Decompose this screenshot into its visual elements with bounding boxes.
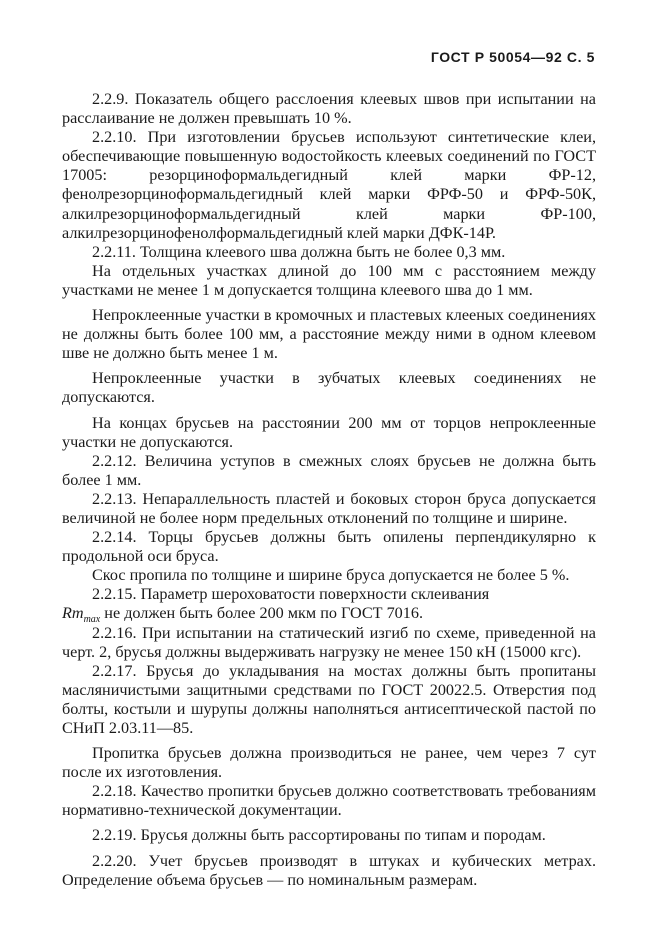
paragraph-2-2-9: 2.2.9. Показатель общего расслоения клеевых швов при испытании на расслаивание не должен превышать 10 %. [62, 90, 596, 128]
paragraph-unglued-ends: На концах брусьев на расстоянии 200 мм от торцов непроклеенные участки не допускаются. [62, 413, 596, 451]
paragraph-2-2-16: 2.2.16. При испытании на статический изгиб по схеме, приведенной на черт. 2, брусья должны выдерживать нагрузку не менее 150 кН (15000 кгс). [62, 623, 596, 661]
paragraph-cut-skew: Скос пропила по толщине и ширине бруса допускается не более 5 %. [92, 566, 570, 585]
paragraph-2-2-20: 2.2.20. Учет брусьев производят в штуках и кубических метрах. Определение объема брусьев — по номинальным размерам. [62, 851, 596, 889]
body-text [62, 90, 596, 890]
roughness-symbol: $Rm_{max}$ [62, 604, 101, 626]
paragraph-2-2-11: 2.2.11. Толщина клеевого шва должна быть не более 0,3 мм. [92, 242, 506, 261]
paragraph-seam-short-sections: На отдельных участках длиной до 100 мм с расстоянием между участками не менее 1 м допускается толщина клеевого шва до 1 мм. [62, 261, 596, 299]
roughness-text-2: не должен быть более 200 мкм по ГОСТ 7016. [104, 604, 424, 623]
paragraph-unglued-edge: Непроклеенные участки в кромочных и пластевых клееных соединениях не должны быть более 100 мм, а расстояние между ними в одном клеевом шве не должно быть менее 1 м. [62, 306, 596, 363]
paragraph-2-2-12: 2.2.12. Величина уступов в смежных слоях брусьев не должна быть более 1 мм. [62, 451, 596, 489]
paragraph-2-2-13: 2.2.13. Непараллельность пластей и боковых сторон бруса допускается величиной не более норм предельных отклонений по толщине и ширине. [62, 489, 596, 527]
paragraph-2-2-14: 2.2.14. Торцы брусьев должны быть опилены перпендикулярно к продольной оси бруса. [62, 528, 596, 566]
paragraph-impregnation-time: Пропитка брусьев должна производиться не ранее, чем через 7 сут после их изготовления. [62, 744, 596, 782]
paragraph-2-2-19: 2.2.19. Брусья должны быть рассортированы по типам и породам. [92, 826, 546, 845]
roughness-text-1: 2.2.15. Параметр шероховатости поверхности склеивания [92, 585, 490, 604]
page-number: С. 5 [566, 49, 595, 65]
standard-number: ГОСТ Р 50054—92 [430, 49, 563, 65]
paragraph-2-2-18: 2.2.18. Качество пропитки брусьев должно соответствовать требованиям нормативно-технической документации. [62, 782, 596, 820]
paragraph-2-2-10: 2.2.10. При изготовлении брусьев используют синтетические клеи, обеспечивающие повышенную водостойкость клеевых соединений по ГОСТ 17005: резорциноформальдегидный клей марки ФР-12, фенолрезорциноформальдегидный клей марки ФРФ-50 и ФРФ-50К, алкилрезорциноформальдегидный клей марки ФР-100, алкилрезорцинофенолформальдегидный клей марки ДФК-14Р. [62, 128, 596, 242]
paragraph-2-2-17: 2.2.17. Брусья до укладывания на мостах должны быть пропитаны масляничистыми защитными средствами по ГОСТ 20022.5. Отверстия под болты, костыли и шурупы должны наполняться антисептической пастой по СНиП 2.03.11—85. [62, 661, 596, 737]
paragraph-unglued-finger: Непроклеенные участки в зубчатых клеевых соединениях не допускаются. [62, 369, 596, 407]
page-header [431, 49, 595, 65]
paragraph-2-2-15 [62, 585, 596, 626]
